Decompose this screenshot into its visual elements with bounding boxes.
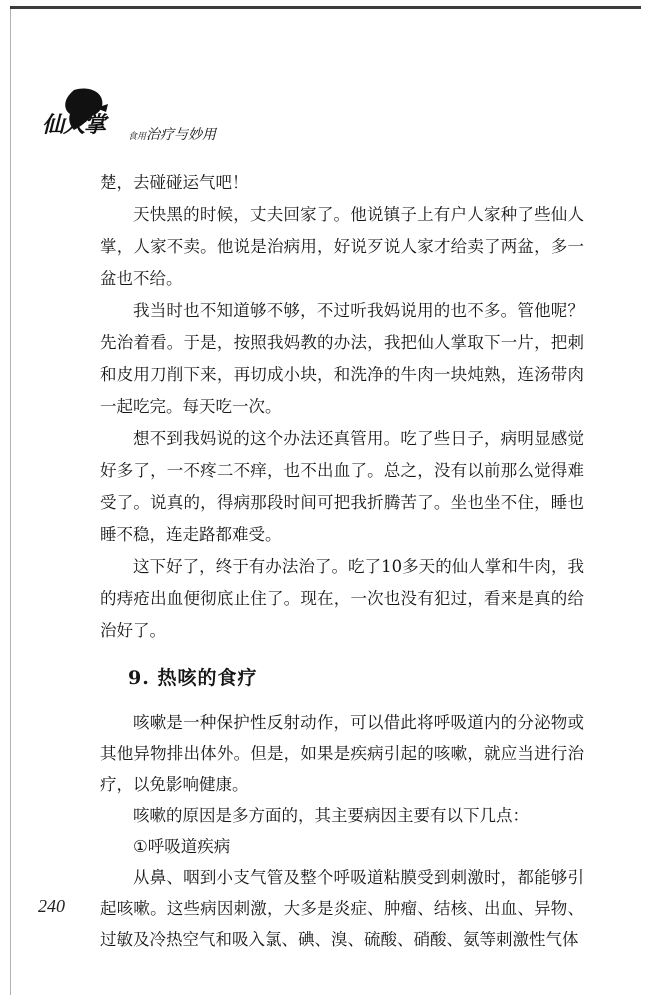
paragraph: 这下好了，终于有办法治了。吃了10多天的仙人掌和牛肉，我的痔疮出血便彻底止住了。现在，一次也没有犯过，看来是真的给治好了。 <box>100 557 584 640</box>
section-paragraph: 咳嗽的原因是多方面的，其主要病因主要有以下几点： <box>133 806 529 825</box>
section-paragraph: 从鼻、咽到小支气管及整个呼吸道粘膜受到刺激时，都能够引起咳嗽。这些病因刺激，大多是炎症、肿瘤、结核、出血、异物、过敏及冷热空气和吸入氯、碘、溴、硫酸、硝酸、氨等刺激性气体 <box>100 868 584 949</box>
page-content <box>100 167 584 955</box>
left-border-line <box>10 6 11 995</box>
section-list-item: ①呼吸道疾病 <box>133 837 231 856</box>
logo-subtitle-text: 治疗与妙用 <box>146 127 217 143</box>
section-paragraph: 咳嗽是一种保护性反射动作，可以借此将呼吸道内的分泌物或其他异物排出体外。但是，如果是疾病引起的咳嗽，就应当进行治疗，以免影响健康。 <box>100 713 584 794</box>
logo-subtitle <box>128 124 216 144</box>
page-number: 240 <box>38 896 65 916</box>
paragraph: 我当时也不知道够不够，不过听我妈说用的也不多。管他呢？先治着看。于是，按照我妈教的办法，我把仙人掌取下一片，把刺和皮用刀削下来，再切成小块，和洗净的牛肉一块炖熟，连汤带肉一起吃完。每天吃一次。 <box>100 301 584 416</box>
top-border-line <box>10 6 641 9</box>
paragraph: 想不到我妈说的这个办法还真管用。吃了些日子，病明显感觉好多了，一不疼二不痒，也不出血了。总之，没有以前那么觉得难受了。说真的，得病那段时间可把我折腾苦了。坐也坐不住，睡也睡不稳，连走路都难受。 <box>100 429 584 544</box>
paragraph: 天快黑的时候，丈夫回家了。他说镇子上有户人家种了些仙人掌，人家不卖。他说是治病用，好说歹说人家才给卖了两盆，多一盆也不给。 <box>100 205 584 288</box>
paragraph: 楚，去碰碰运气吧！ <box>100 173 249 192</box>
logo-title: 仙人掌 <box>42 112 106 138</box>
logo-small-text: 食用 <box>128 132 147 142</box>
section-heading: 9. 热咳的食疗 <box>128 667 258 689</box>
book-header-logo <box>34 86 224 148</box>
